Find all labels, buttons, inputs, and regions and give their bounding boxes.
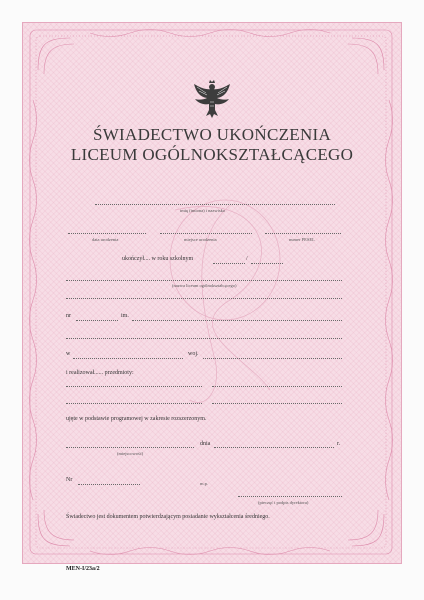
year-suffix: r. bbox=[337, 441, 341, 447]
town-line bbox=[73, 358, 183, 359]
subject-line-1a bbox=[66, 386, 202, 387]
school-name-hint: (nazwa liceum ogólnokształcącego) bbox=[172, 283, 237, 288]
signature-line bbox=[238, 496, 342, 497]
subject-line-1b bbox=[212, 386, 342, 387]
eagle-emblem-icon bbox=[186, 78, 238, 120]
patron-line-2 bbox=[66, 338, 342, 339]
pesel-hint: numer PESEL bbox=[289, 237, 315, 242]
voivodeship-label: woj. bbox=[188, 351, 199, 357]
name-field-line bbox=[95, 204, 335, 205]
registry-number-label: Nr bbox=[66, 477, 73, 483]
school-name-line-2 bbox=[66, 298, 342, 299]
realized-subjects-text: i realizował...... przedmioty: bbox=[66, 370, 134, 376]
form-code: MEN-I/23a/2 bbox=[66, 566, 100, 572]
nr-label: nr bbox=[66, 313, 71, 319]
seal-label: m.p. bbox=[200, 481, 209, 486]
school-number-line bbox=[76, 320, 118, 321]
place-hint: (miejscowość) bbox=[117, 451, 144, 456]
signature-hint: (pieczęć i podpis dyrektora) bbox=[258, 500, 309, 505]
footer-statement: Świadectwo jest dokumentem potwierdzającym posiadanie wykształcenia średniego. bbox=[66, 514, 270, 520]
subject-line-2a bbox=[66, 403, 202, 404]
place-line bbox=[66, 447, 194, 448]
date-label: dnia bbox=[200, 441, 211, 447]
birth-place-line bbox=[160, 233, 252, 234]
certificate-title-line2: LICEUM OGÓLNOKSZTAŁCĄCEGO bbox=[70, 145, 354, 164]
birth-date-hint: data urodzenia bbox=[92, 237, 119, 242]
subject-line-2b bbox=[212, 403, 342, 404]
pesel-line bbox=[265, 233, 341, 234]
school-name-line bbox=[66, 280, 342, 281]
graduated-text: ukończył.... w roku szkolnym bbox=[122, 256, 194, 262]
town-label: w bbox=[66, 351, 71, 357]
patron-label: im. bbox=[121, 313, 129, 319]
registry-number-line bbox=[78, 484, 140, 485]
school-year-start-line bbox=[213, 263, 245, 264]
birth-place-hint: miejsce urodzenia bbox=[184, 237, 217, 242]
name-hint: imię (imiona) i nazwisko bbox=[180, 208, 226, 213]
certificate-title-line1: ŚWIADECTWO UKOŃCZENIA bbox=[92, 125, 332, 144]
birth-date-line bbox=[68, 233, 146, 234]
patron-line bbox=[132, 320, 342, 321]
year-separator: / bbox=[246, 256, 248, 262]
voivodeship-line bbox=[203, 358, 342, 359]
extended-scope-text: ujęte w podstawie programowej w zakresie rozszerzonym. bbox=[66, 416, 207, 422]
school-year-end-line bbox=[251, 263, 283, 264]
date-line bbox=[214, 447, 334, 448]
